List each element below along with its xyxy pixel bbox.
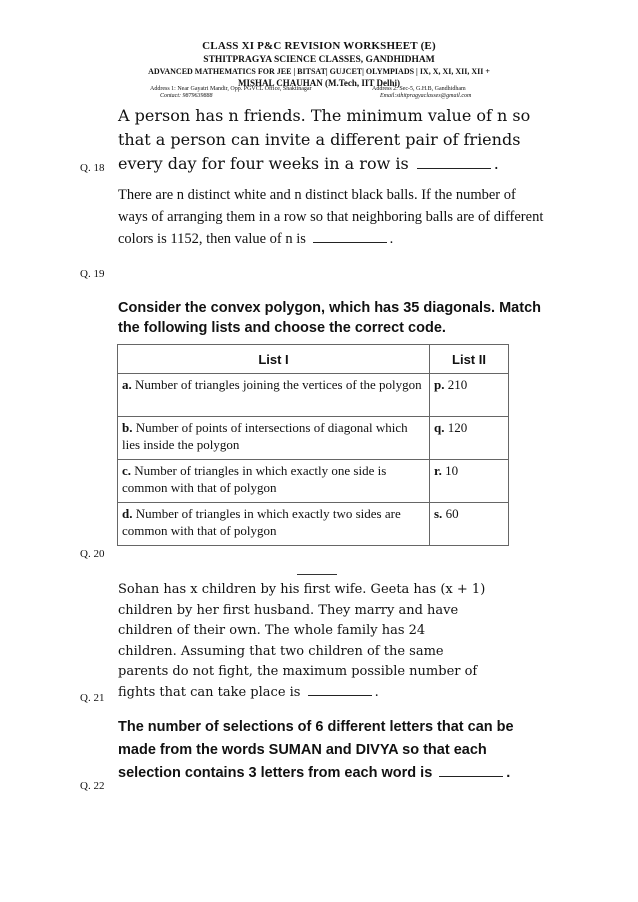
courses-line: ADVANCED MATHEMATICS FOR JEE | BITSAT| GUJCET| OLYMPIADS | IX, X, XI, XII, XII + bbox=[148, 67, 490, 76]
list-1-item bbox=[118, 503, 430, 546]
divider-line bbox=[297, 574, 337, 575]
question-22-end: . bbox=[506, 765, 511, 781]
question-18-text bbox=[118, 104, 548, 176]
email-address: Email:sthitpragyaclasses@gmail.com bbox=[380, 93, 472, 99]
question-21-end: . bbox=[374, 684, 379, 700]
question-20-intro: Consider the convex polygon, which has 35 diagonals. Match the following lists and choose the correct code. bbox=[118, 300, 541, 336]
answer-blank-19 bbox=[313, 241, 387, 243]
list-2-item bbox=[430, 417, 509, 460]
list-1-header: List I bbox=[118, 345, 430, 374]
question-19-body: There are n distinct white and n distinct black balls. If the number of ways of arranging them in a row so that neighboring balls are of different colors is 1152, then value of n is bbox=[118, 187, 544, 247]
question-18-end: . bbox=[493, 154, 499, 173]
table-row bbox=[118, 417, 509, 460]
worksheet-header bbox=[0, 40, 638, 88]
question-21-body: Sohan has x children by his first wife. Geeta has (x + 1) children by her first husband. They marry and have children of their own. The whole family has 24 children. Assuming that two children of the same parents do not fight, the maximum possible number of fights that can take place is bbox=[118, 582, 486, 700]
address-2: Address 2: Sec-5, G.H.B, Gandhidham bbox=[372, 86, 466, 92]
table-row bbox=[118, 374, 509, 417]
question-22-number: Q. 22 bbox=[80, 780, 105, 792]
list-1-letter: b. bbox=[122, 420, 133, 435]
list-1-text: Number of triangles joining the vertices of the polygon bbox=[135, 377, 422, 392]
question-19-end: . bbox=[389, 231, 394, 247]
list-1-letter: c. bbox=[122, 463, 132, 478]
question-22-body: The number of selections of 6 different letters that can be made from the words SUMAN and DIVYA so that each selection contains 3 letters from each word is bbox=[118, 719, 514, 781]
list-2-text: 120 bbox=[447, 420, 468, 435]
question-20-number: Q. 20 bbox=[80, 548, 105, 560]
list-1-letter: a. bbox=[122, 377, 132, 392]
list-2-text: 60 bbox=[445, 506, 459, 521]
address-block-2 bbox=[372, 86, 471, 100]
list-2-letter: r. bbox=[434, 463, 442, 478]
list-1-letter: d. bbox=[122, 506, 133, 521]
list-2-item bbox=[430, 374, 509, 417]
question-18-number: Q. 18 bbox=[80, 162, 105, 174]
address-1: Address 1: Near Gayatri Mandir, Opp. PGVCL Office, Shaktinagar bbox=[150, 86, 312, 92]
institute-name: STHITPRAGYA SCIENCE CLASSES, GANDHIDHAM bbox=[203, 55, 435, 65]
list-2-item bbox=[430, 503, 509, 546]
table-row bbox=[118, 460, 509, 503]
match-table-header bbox=[118, 345, 509, 374]
contact-number: Contact: 9879639888 bbox=[160, 93, 213, 99]
list-2-letter: s. bbox=[434, 506, 443, 521]
question-21-text bbox=[118, 580, 488, 703]
list-1-item bbox=[118, 417, 430, 460]
teacher-name: MISHAL CHAUHAN (M.Tech, IIT Delhi) bbox=[237, 78, 400, 88]
list-1-text: Number of points of intersections of diagonal which lies inside the polygon bbox=[122, 420, 408, 452]
list-2-letter: p. bbox=[434, 377, 445, 392]
match-table bbox=[117, 344, 509, 546]
address-block-1 bbox=[150, 86, 312, 100]
question-21-number: Q. 21 bbox=[80, 692, 105, 704]
answer-blank-21 bbox=[308, 694, 372, 696]
table-row bbox=[118, 503, 509, 546]
answer-blank-22 bbox=[439, 775, 503, 777]
list-1-text: Number of triangles in which exactly one side is common with that of polygon bbox=[122, 463, 387, 495]
list-2-letter: q. bbox=[434, 420, 445, 435]
list-1-text: Number of triangles in which exactly two sides are common with that of polygon bbox=[122, 506, 401, 538]
question-19-number: Q. 19 bbox=[80, 268, 105, 280]
list-2-item bbox=[430, 460, 509, 503]
list-2-text: 10 bbox=[445, 463, 459, 478]
list-1-item bbox=[118, 460, 430, 503]
worksheet-title: CLASS XI P&C REVISION WORKSHEET (E) bbox=[202, 40, 436, 52]
answer-blank-18 bbox=[417, 167, 491, 169]
question-19-text bbox=[118, 184, 548, 250]
list-2-header: List II bbox=[430, 345, 509, 374]
question-22-text bbox=[118, 716, 548, 785]
question-18-body: A person has n friends. The minimum value of n so that a person can invite a different pair of friends every day for four weeks in a row is bbox=[118, 106, 531, 173]
list-1-item bbox=[118, 374, 430, 417]
list-2-text: 210 bbox=[447, 377, 468, 392]
